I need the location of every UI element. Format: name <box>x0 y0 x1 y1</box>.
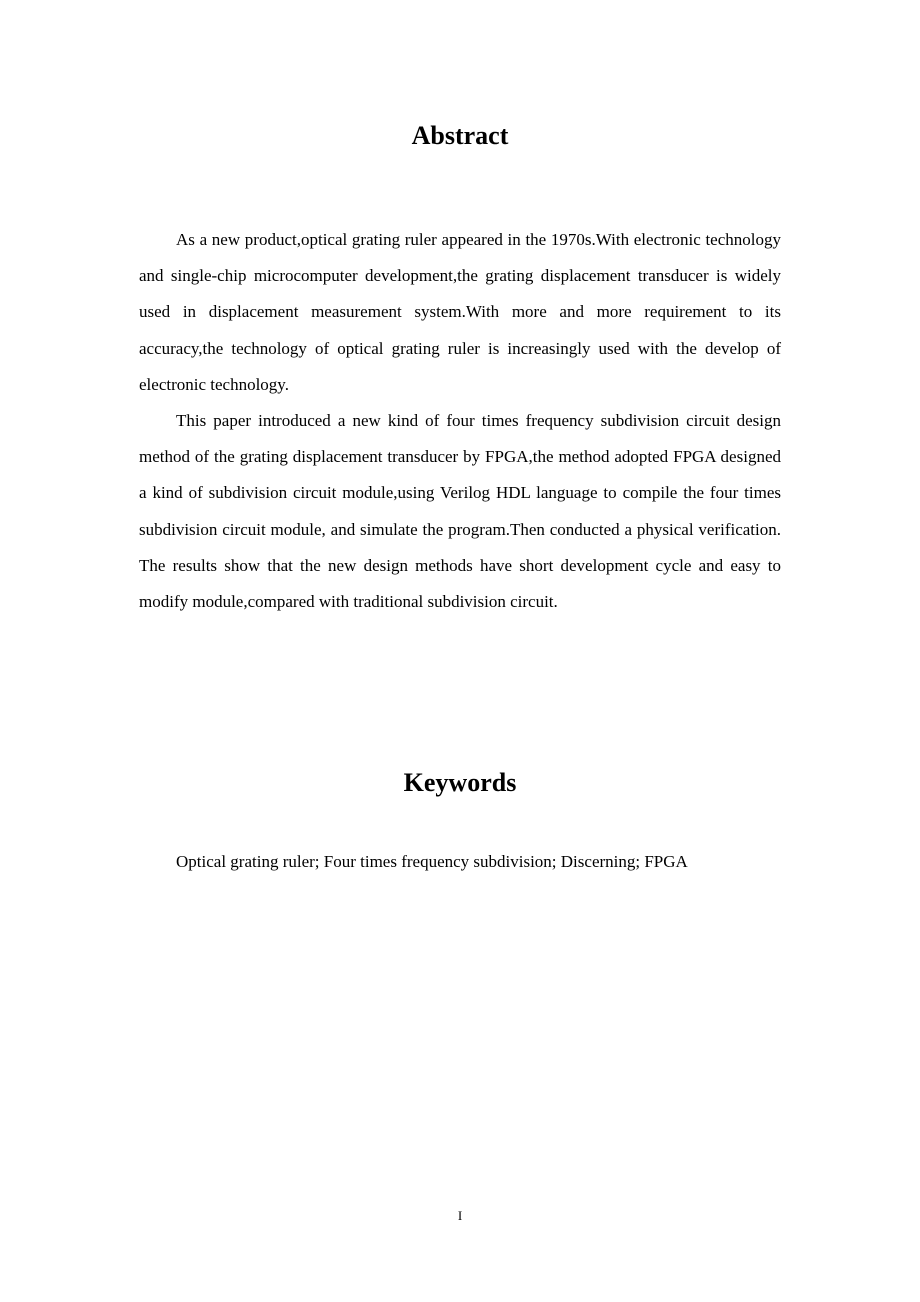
abstract-heading: Abstract <box>411 121 509 150</box>
page-number: I <box>457 1208 463 1223</box>
keywords-text: Optical grating ruler; Four times frequency subdivision; Discerning; FPGA <box>176 852 688 871</box>
abstract-body <box>139 222 781 620</box>
abstract-paragraph-1: As a new product,optical grating ruler appeared in the 1970s.With electronic technology and single-chip microcomputer development,the grating displacement transducer is widely used in displacement measurement system.With more and more requirement to its accuracy,the technology of optical grating ruler is increasingly used with the develop of electronic technology. <box>139 230 781 394</box>
keywords-heading: Keywords <box>403 768 517 797</box>
abstract-paragraph-2: This paper introduced a new kind of four times frequency subdivision circuit design method of the grating displacement transducer by FPGA,the method adopted FPGA designed a kind of subdivision circuit module,using Verilog HDL language to compile the four times subdivision circuit module, and simulate the program.Then conducted a physical verification. The results show that the new design methods have short development cycle and easy to modify module,compared with traditional subdivision circuit. <box>139 411 781 612</box>
